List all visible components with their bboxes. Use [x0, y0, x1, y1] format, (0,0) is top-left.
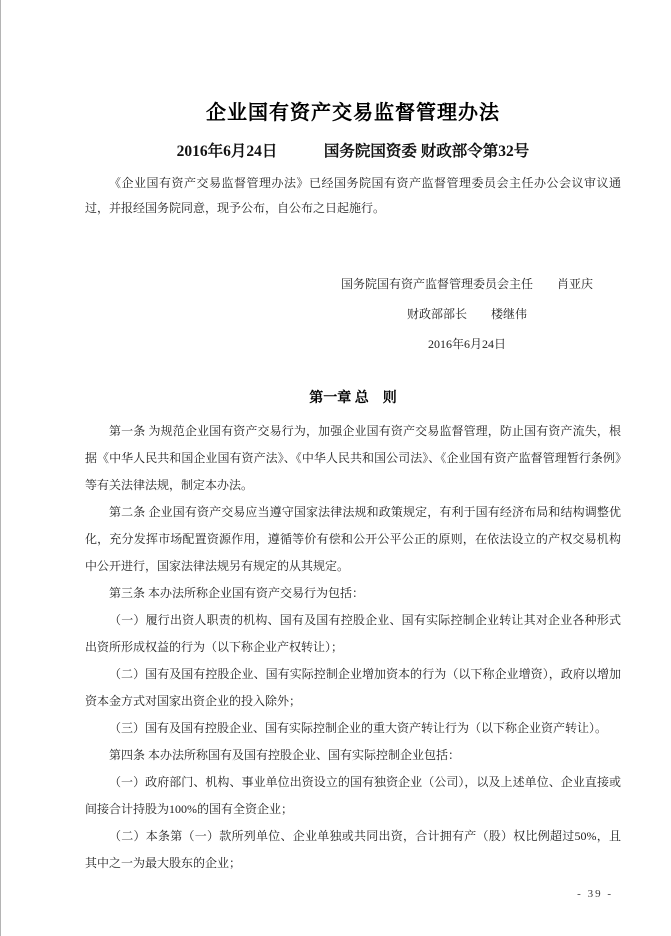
promulgation-paragraph: 《企业国有资产交易监督管理办法》已经国务院国有资产监督管理委员会主任办公会议审议通过，并报经国务院同意，现予公布，自公布之日起施行。 — [85, 176, 621, 215]
article-paragraph: （三）国有及国有控股企业、国有实际控制企业的重大资产转让行为（以下称企业资产转让）。 — [109, 721, 608, 735]
date-authority-line: 2016年6月24日 国务院国资委 财政部令第32号 — [176, 143, 530, 160]
article-paragraph: （二）本条第（一）款所列单位、企业单独或共同出资，合计拥有产（股）权比例超过50%，且其中之一为最大股东的企业； — [85, 829, 621, 870]
article-paragraph: 第三条 本办法所称企业国有资产交易行为包括： — [109, 586, 365, 600]
page-number: - 39 - — [577, 888, 613, 900]
document-title: 企业国有资产交易监督管理办法 — [206, 102, 500, 124]
signature-line-minister: 财政部部长 楼继伟 — [406, 307, 527, 321]
articles — [85, 418, 621, 877]
article-paragraph: （二）国有及国有控股企业、国有实际控制企业增加资本的行为（以下称企业增资），政府以增加资本金方式对国家出资企业的投入除外； — [85, 667, 621, 708]
signature-date: 2016年6月24日 — [427, 337, 506, 351]
article-paragraph: （一）履行出资人职责的机构、国有及国有控股企业、国有实际控制企业转让其对企业各种形式出资所形成权益的行为（以下称企业产权转让）； — [85, 613, 621, 654]
article-paragraph: 第一条 为规范企业国有资产交易行为，加强企业国有资产交易监督管理，防止国有资产流失，根据《中华人民共和国企业国有资产法》、《中华人民共和国公司法》、《企业国有资产监督管理暂行条例》等有关法律法规，制定本办法。 — [85, 424, 621, 492]
chapter-heading: 第一章 总 则 — [309, 391, 397, 406]
document-content — [1, 0, 671, 907]
signature-block — [341, 269, 593, 359]
signature-line-chairman: 国务院国有资产监督管理委员会主任 肖亚庆 — [340, 277, 593, 291]
article-paragraph: 第二条 企业国有资产交易应当遵守国家法律法规和政策规定，有利于国有经济布局和结构调整优化，充分发挥市场配置资源作用，遵循等价有偿和公开公平公正的原则，在依法设立的产权交易机构中公开进行，国家法律法规另有规定的从其规定。 — [85, 505, 621, 573]
article-paragraph: （一）政府部门、机构、事业单位出资设立的国有独资企业（公司），以及上述单位、企业直接或间接合计持股为100%的国有全资企业； — [85, 775, 621, 816]
article-paragraph: 第四条 本办法所称国有及国有控股企业、国有实际控制企业包括： — [109, 748, 461, 762]
